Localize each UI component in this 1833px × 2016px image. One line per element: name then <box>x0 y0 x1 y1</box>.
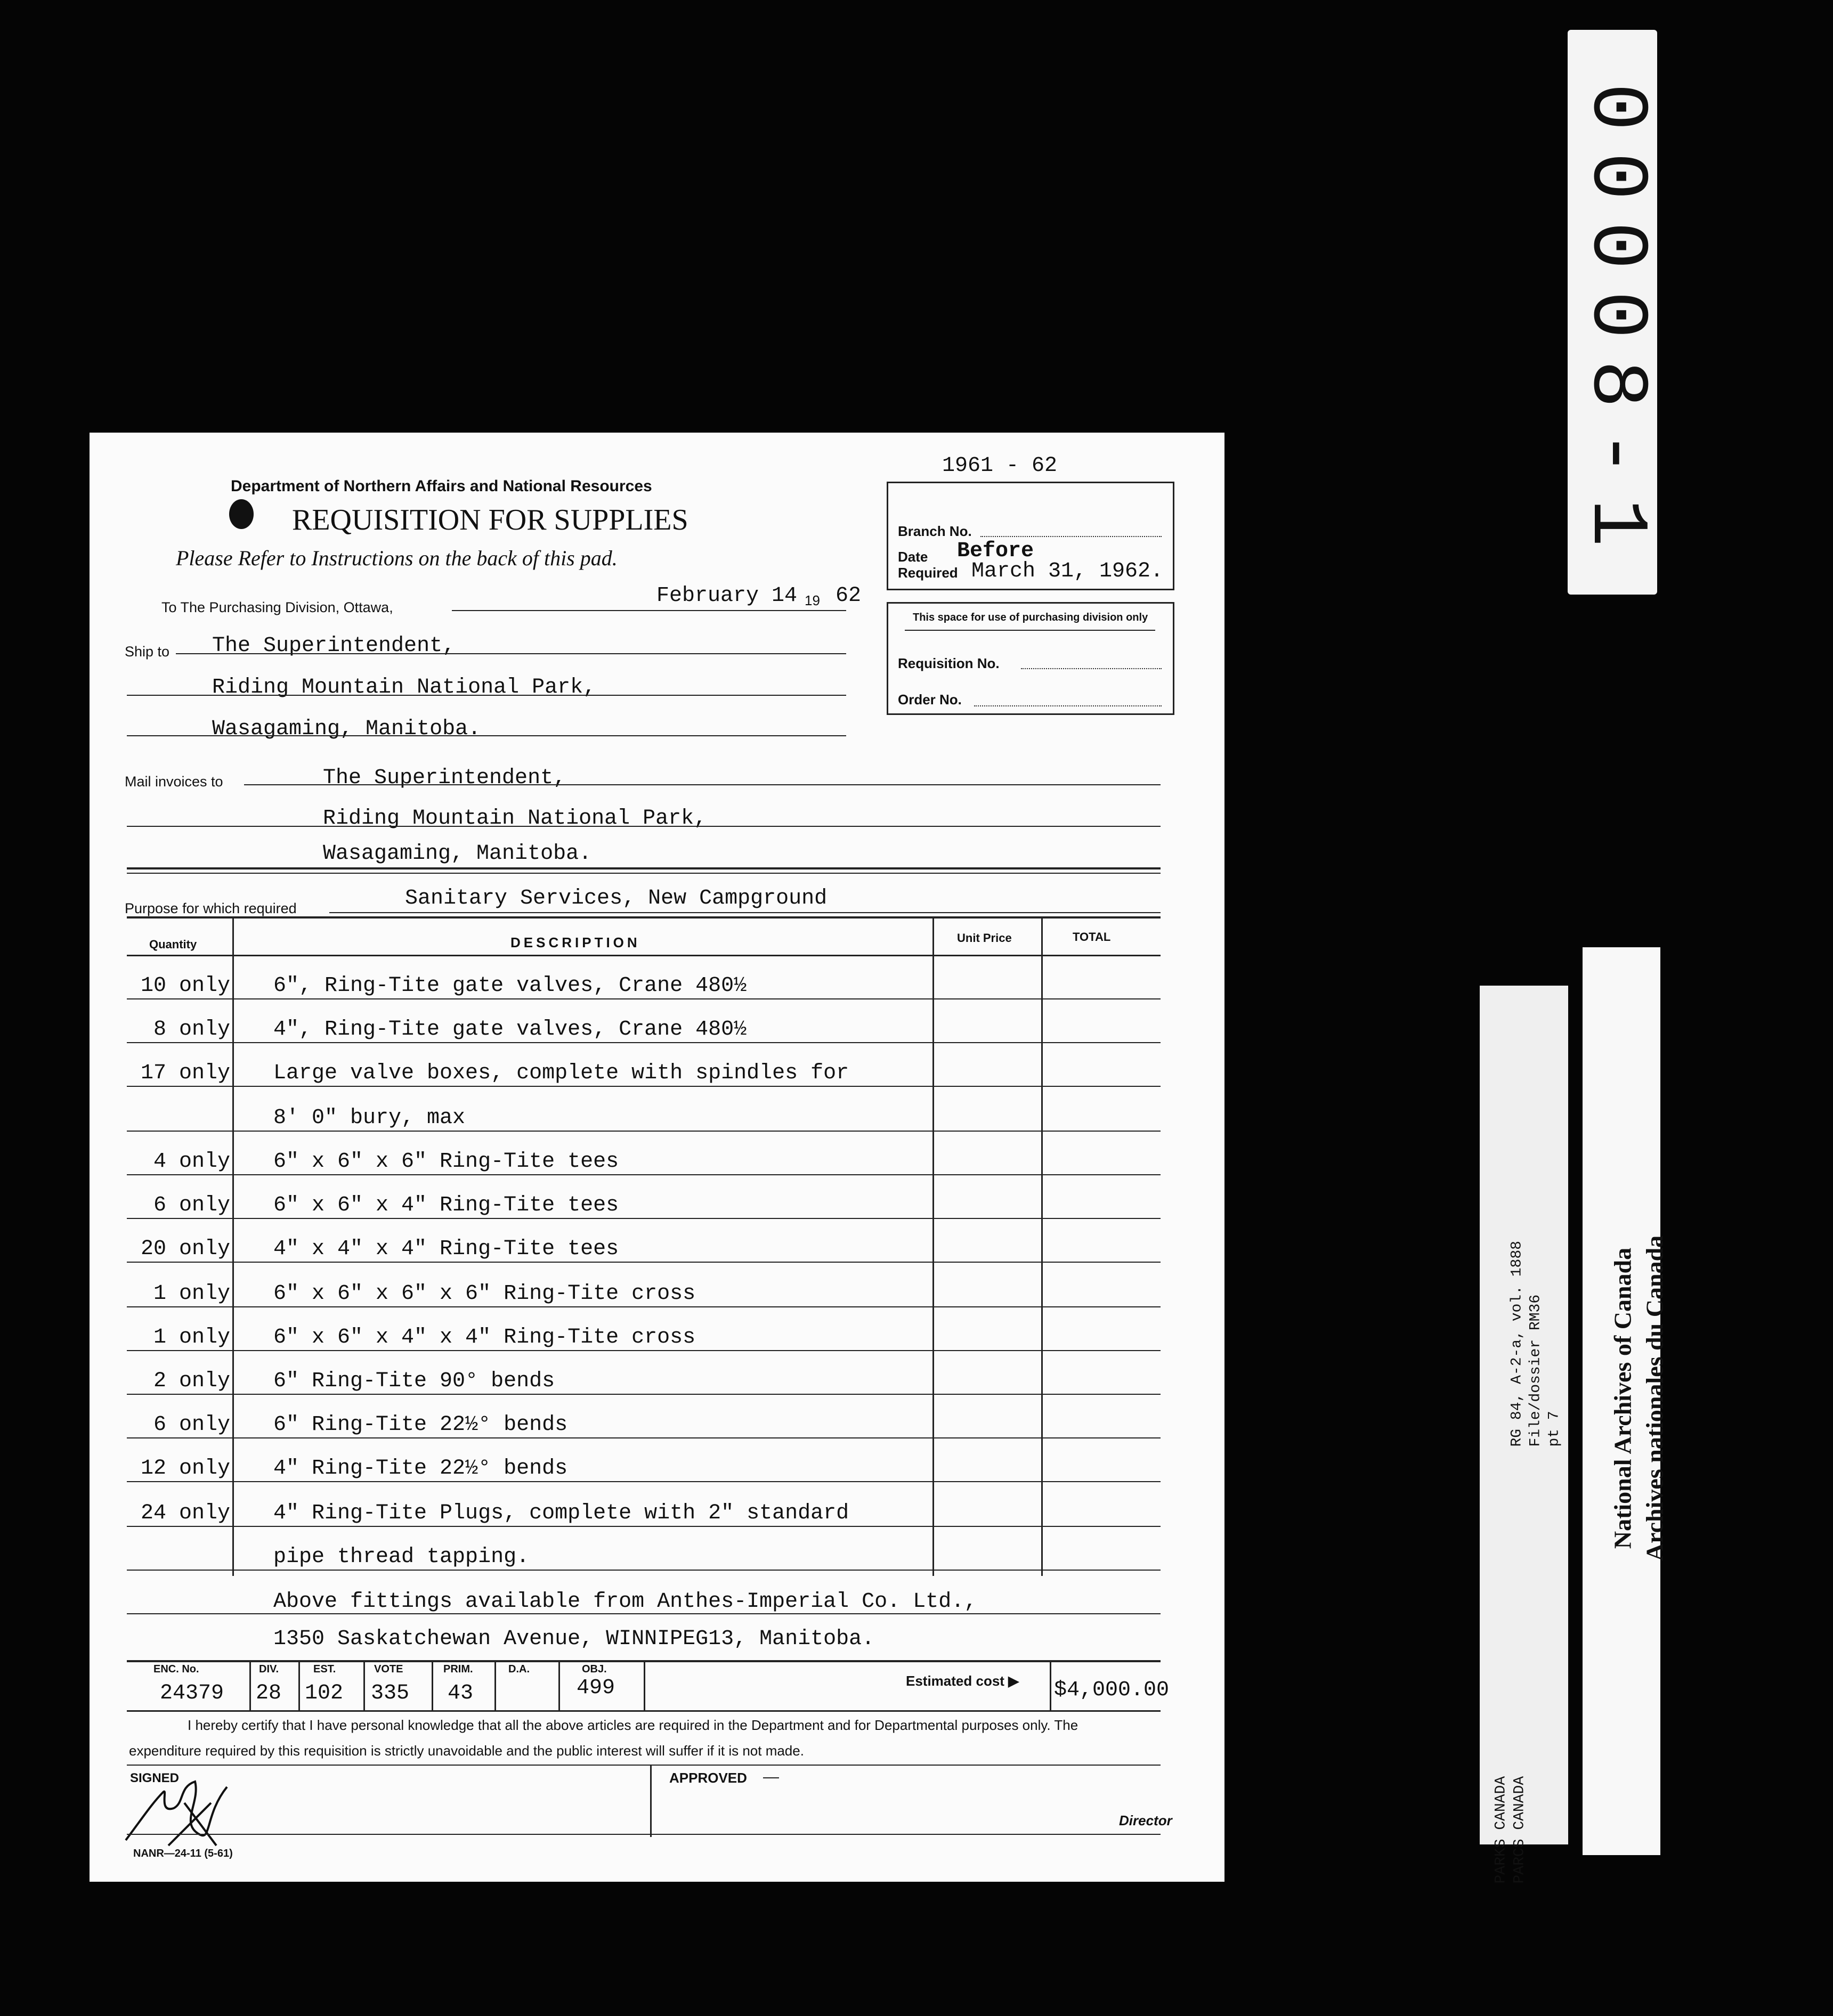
frame-number-strip <box>1568 30 1661 595</box>
item-qty: 4 only <box>153 1150 230 1174</box>
row-rule <box>127 1218 1161 1219</box>
codes-bottom-rule <box>127 1710 1161 1712</box>
code-value-enc: 24379 <box>160 1681 224 1705</box>
estimated-cost-value: $4,000.00 <box>1054 1678 1170 1702</box>
item-desc: 6" x 6" x 4" x 4" Ring-Tite cross <box>273 1326 696 1350</box>
header-rule <box>127 955 1161 956</box>
mail-rule-3 <box>127 867 1161 869</box>
item-desc: 6" Ring-Tite 90° bends <box>273 1369 555 1393</box>
item-qty: 6 only <box>153 1193 230 1217</box>
approved-label: APPROVED <box>669 1770 747 1786</box>
item-desc: 6" x 6" x 6" Ring-Tite tees <box>273 1150 619 1174</box>
signature-rule <box>127 1834 1161 1835</box>
code-label-enc: ENC. No. <box>153 1663 199 1675</box>
certification-rule <box>127 1765 1161 1766</box>
code-label-est: EST. <box>313 1663 336 1675</box>
row-rule <box>127 1262 1161 1263</box>
code-divider <box>558 1661 560 1711</box>
director-label: Director <box>1119 1812 1172 1828</box>
estimated-cost-label: Estimated cost ▶ <box>906 1673 1019 1689</box>
parks-line-1: PARKS CANADA <box>1493 1776 1510 1884</box>
code-label-div: DIV. <box>259 1663 279 1675</box>
row-rule <box>127 1086 1161 1087</box>
requisition-form <box>90 433 1224 1882</box>
requisition-no-label: Requisition No. <box>898 655 1000 671</box>
item-desc: 4" x 4" x 4" Ring-Tite tees <box>273 1237 619 1261</box>
request-date: February 14 <box>656 584 798 608</box>
ship-to-label: Ship to <box>125 644 170 660</box>
archives-name-strip <box>1583 947 1668 1855</box>
row-rule <box>127 1437 1161 1438</box>
code-label-vote: VOTE <box>374 1663 403 1675</box>
purchasing-note: This space for use of purchasing division only <box>913 612 1148 623</box>
mail-line-1: The Superintendent, <box>323 766 566 790</box>
mail-rule-2 <box>127 826 1161 827</box>
code-value-est: 102 <box>305 1681 344 1705</box>
item-desc: 1350 Saskatchewan Avenue, WINNIPEG13, Manitoba. <box>273 1627 875 1651</box>
date-required-label-1: Date <box>898 549 928 565</box>
order-no-label: Order No. <box>898 692 962 708</box>
item-desc: 6" x 6" x 4" Ring-Tite tees <box>273 1193 619 1217</box>
code-label-da: D.A. <box>508 1663 530 1675</box>
item-desc: 4" Ring-Tite 22½° bends <box>273 1457 568 1481</box>
branch-label: Branch No. <box>898 523 972 539</box>
item-desc: Above fittings available from Anthes-Imperial Co. Ltd., <box>273 1590 977 1614</box>
archives-label-strip <box>1480 986 1568 1884</box>
item-desc: 6", Ring-Tite gate valves, Crane 480½ <box>273 974 747 998</box>
form-title: REQUISITION FOR SUPPLIES <box>292 503 688 536</box>
code-value-div: 28 <box>256 1681 282 1705</box>
signed-label: SIGNED <box>130 1771 180 1785</box>
row-rule <box>127 1174 1161 1175</box>
signature <box>120 1771 243 1851</box>
item-desc: pipe thread tapping. <box>273 1545 530 1569</box>
item-qty: 8 only <box>153 1018 230 1042</box>
to-line <box>452 610 846 611</box>
code-divider <box>432 1661 433 1711</box>
col-divider-qty <box>232 918 234 1576</box>
date-required-value-1: Before <box>957 539 1034 563</box>
code-divider <box>363 1661 365 1711</box>
table-top-rule <box>127 916 1161 918</box>
row-rule <box>127 1570 1161 1571</box>
row-rule <box>127 1394 1161 1395</box>
mail-line-2: Riding Mountain National Park, <box>323 807 707 831</box>
archives-name-fr: Archives nationales du Canada <box>1641 1235 1668 1562</box>
col-divider-desc <box>932 918 934 1576</box>
branch-line <box>980 536 1162 537</box>
row-rule <box>127 1306 1161 1307</box>
row-rule <box>127 1526 1161 1527</box>
code-label-obj: OBJ. <box>582 1663 607 1675</box>
order-no-line <box>974 705 1162 706</box>
certification-text: I hereby certify that I have personal knowledge that all the above articles are required in the Department and for Departmental purposes only. The expenditure required by this requisition is strictly unavoidable and the public interest will suffer if it is not made. <box>129 1717 1078 1759</box>
item-qty: 1 only <box>153 1282 230 1306</box>
estimated-cost-divider <box>1050 1661 1051 1711</box>
date-required-label-2: Required <box>898 565 958 581</box>
item-qty: 20 only <box>140 1237 230 1261</box>
ship-to-rule-1 <box>176 653 846 654</box>
date-required-value-2: March 31, 1962. <box>971 559 1164 583</box>
purchasing-divider <box>905 630 1155 631</box>
row-rule <box>127 1481 1161 1482</box>
mail-rule-1 <box>244 784 1161 785</box>
col-divider-unit <box>1041 918 1043 1576</box>
item-desc: 4" Ring-Tite Plugs, complete with 2" standard <box>273 1501 849 1525</box>
code-value-prim: 43 <box>448 1681 474 1705</box>
item-desc: Large valve boxes, complete with spindles for <box>273 1061 849 1085</box>
mail-rule-3b <box>127 873 1161 874</box>
request-date-year: 62 <box>836 584 862 608</box>
row-rule <box>127 998 1161 999</box>
item-qty: 24 only <box>140 1501 230 1525</box>
form-code: NANR—24-11 (5-61) <box>133 1848 233 1859</box>
purpose-label: Purpose for which required <box>125 900 297 916</box>
quantity-header: Quantity <box>149 938 197 951</box>
approved-rule <box>763 1777 779 1778</box>
parks-line-2: PARCS CANADA <box>1511 1776 1528 1884</box>
item-qty: 10 only <box>140 974 230 998</box>
purpose-rule <box>329 912 1161 913</box>
reference-line-2: File/dossier RM36 <box>1527 1294 1544 1447</box>
reference-label <box>1480 986 1568 1884</box>
item-qty: 1 only <box>153 1326 230 1350</box>
item-qty: 6 only <box>153 1413 230 1437</box>
item-qty: 12 only <box>140 1457 230 1481</box>
row-rule <box>127 1042 1161 1043</box>
unit-price-header: Unit Price <box>957 931 1012 945</box>
item-qty: 17 only <box>140 1061 230 1085</box>
row-rule <box>127 1613 1161 1614</box>
requisition-no-line <box>1021 668 1162 669</box>
instructions: Please Refer to Instructions on the back of this pad. <box>176 546 618 570</box>
mail-line-3: Wasagaming, Manitoba. <box>323 842 592 866</box>
code-divider <box>644 1661 645 1711</box>
code-divider <box>298 1661 300 1711</box>
purpose-value: Sanitary Services, New Campground <box>405 887 828 911</box>
to-label: To The Purchasing Division, Ottawa, <box>161 599 393 615</box>
department-name: Department of Northern Affairs and National Resources <box>231 477 652 495</box>
description-header: DESCRIPTION <box>510 934 640 950</box>
hole-punch-mark <box>229 499 254 529</box>
ship-to-rule-2 <box>127 695 846 696</box>
ship-to-rule-3 <box>127 735 846 736</box>
ship-to-line-2: Riding Mountain National Park, <box>212 676 596 700</box>
archives-name-en: National Archives of Canada <box>1609 1247 1636 1549</box>
row-rule <box>127 1350 1161 1351</box>
mail-invoices-label: Mail invoices to <box>125 774 223 790</box>
reference-line-1: RG 84, A-2-a, vol. 1888 <box>1508 1241 1526 1447</box>
code-divider <box>494 1661 496 1711</box>
signature-divider <box>650 1766 652 1837</box>
request-date-19: 19 <box>805 592 820 608</box>
reference-line-3: pt 7 <box>1546 1411 1563 1447</box>
ship-to-line-3: Wasagaming, Manitoba. <box>212 717 481 741</box>
code-divider <box>249 1661 251 1711</box>
code-value-obj: 499 <box>577 1676 615 1700</box>
item-desc: 8' 0" bury, max <box>273 1106 466 1130</box>
code-value-vote: 335 <box>371 1681 410 1705</box>
item-desc: 4", Ring-Tite gate valves, Crane 480½ <box>273 1018 747 1042</box>
ship-to-line-1: The Superintendent, <box>212 634 456 658</box>
code-label-prim: PRIM. <box>443 1663 473 1675</box>
item-qty: 2 only <box>153 1369 230 1393</box>
row-rule <box>127 1131 1161 1132</box>
item-desc: 6" x 6" x 6" x 6" Ring-Tite cross <box>273 1282 696 1306</box>
frame-number: 00008-1 <box>1570 83 1661 568</box>
fiscal-year: 1961 - 62 <box>942 454 1058 478</box>
item-desc: 6" Ring-Tite 22½° bends <box>273 1413 568 1437</box>
total-header: TOTAL <box>1073 930 1111 944</box>
